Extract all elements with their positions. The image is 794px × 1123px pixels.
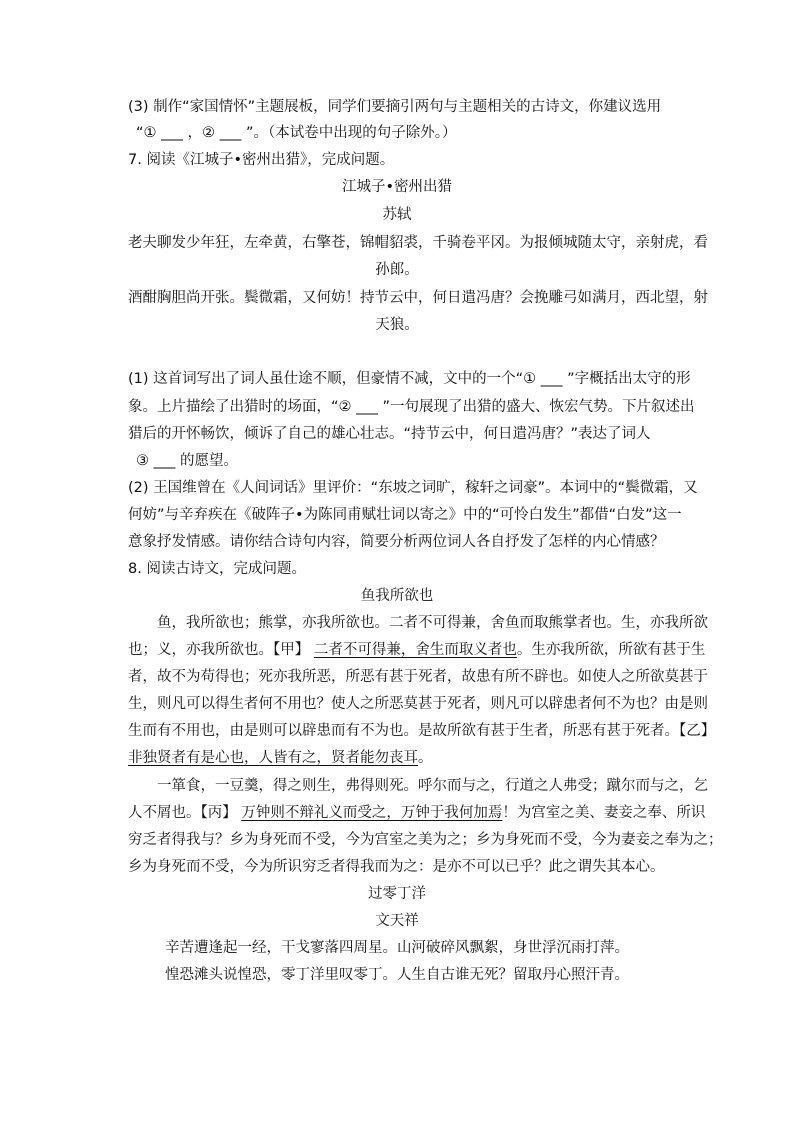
q8-text-line10: 乡为身死而不受，今为所识穷乏者得我而为之：是亦不可以已乎？此之谓失其本心。 [128, 859, 665, 875]
q8-text-line8-b: ！为宫室之美、妻妾之奉、所识 [502, 805, 706, 821]
q7-q1-line2: 象。上片描绘了出猎时的场面，“② ___ ”一句展现了出猎的盛大、恢宏气势。下片叙述出 [128, 399, 695, 415]
q8-text-line1: 鱼，我所欲也；熊掌，亦我所欲也。二者不可得兼，舍鱼而取熊掌者也。生，亦我所欲 [157, 615, 708, 631]
q7-q2-line2: 何妨”与辛弃疾在《破阵子•为陈同甫赋壮词以寄之》中的“可怜白发生”都借“白发”这一 [128, 507, 682, 523]
q8-underlined-bing: 万钟则不辩礼义而受之，万钟于我何加焉 [241, 805, 503, 821]
q8-text-line9: 穷乏者得我与？乡为身死而不受，今为宫室之美为之；乡为身死而不受，今为妻妾之奉为之； [128, 832, 723, 848]
q8-text-line6 [128, 748, 433, 768]
q7-poem-line2: 孙郎。 [375, 262, 419, 278]
q7-heading: 7. 阅读《江城子•密州出猎》，完成问题。 [128, 152, 395, 168]
q8-text-line5: 生而有不用也，由是则可以辟患而有不为也。是故所欲有甚于生者，所恶有甚于死者。【乙】 [128, 723, 716, 739]
q8-underlined-jia: 二者不可得兼，舍生而取义者也 [313, 642, 517, 658]
q8-text-line2-b: 。生亦我所欲，所欲有甚于生 [516, 642, 706, 658]
q6-part3-line2: “① ___ ，② ___ ”。（本试卷中出现的句子除外。） [136, 125, 457, 141]
q7-poem-line4: 天狼。 [375, 317, 419, 333]
q8-text-line2-a: 也；义，亦我所欲也。【甲】 [128, 642, 314, 658]
q8-heading: 8. 阅读古诗文，完成问题。 [128, 561, 306, 577]
q8-poem2-line1: 辛苦遭逢起一经，干戈寥落四周星。山河破碎风飘絮，身世浮沉雨打萍。 [165, 940, 629, 956]
q8-text-line4: 生，则凡可以得生者何不用也？使人之所恶莫甚于死者，则凡可以辟患者何不为也？由是则 [128, 696, 708, 712]
q7-poem-title: 江城子•密州出猎 [341, 179, 453, 195]
q8-underlined-yi: 非独贤者有是心也，人皆有之，贤者能勿丧耳 [128, 750, 418, 766]
q6-part3-line1: (3) 制作“家国情怀”主题展板，同学们要摘引两句与主题相关的古诗文，你建议选用 [128, 99, 662, 115]
q8-text-line6-b: 。 [418, 750, 433, 766]
q7-poem-line3: 酒酣胸胆尚开张。鬓微霜，又何妨！持节云中，何日遣冯唐？会挽雕弓如满月，西北望，射 [128, 290, 708, 306]
q8-text-line8 [128, 803, 705, 823]
q7-q1-line3: 猎后的开怀畅饮，倾诉了自己的雄心壮志。“持节云中，何日遣冯唐？”表达了词人 [128, 426, 651, 442]
q8-poem2-title: 过零丁洋 [368, 886, 426, 902]
q7-poem-line1: 老夫聊发少年狂，左牵黄，右擎苍，锦帽貂裘，千骑卷平冈。为报倾城随太守，亲射虎，看 [128, 235, 708, 251]
q8-text-line3: 者，故不为苟得也；死亦我所恶，所恶有甚于死者，故患有所不辟也。如使人之所欲莫甚于 [128, 669, 708, 685]
q7-q2-line3: 意象抒发情感。请你结合诗句内容，简要分析两位词人各自抒发了怎样的内心情感？ [128, 534, 665, 550]
q8-text-line7: 一箪食，一豆羹，得之则生，弗得则死。呼尔而与之，行道之人弗受；蹴尔而与之，乞 [157, 778, 708, 794]
q8-text-title: 鱼我所欲也 [360, 588, 434, 604]
q7-q1-line1: (1) 这首词写出了词人虽仕途不顺，但豪情不减，文中的一个“① ___ ”字概括出太守的形 [128, 371, 691, 387]
q8-poem2-author: 文天祥 [375, 913, 419, 929]
q7-poem-author: 苏轼 [382, 207, 412, 223]
q8-text-line8-a: 人不屑也。【丙】 [128, 805, 242, 821]
q8-text-line2 [128, 640, 705, 660]
q8-poem2-line2: 惶恐滩头说惶恐，零丁洋里叹零丁。人生自古谁无死？留取丹心照汗青。 [165, 967, 629, 983]
q7-q2-line1: (2) 王国维曾在《人间词话》里评价：“东坡之词旷，稼轩之词豪”。本词中的“鬓微霜，又 [128, 480, 698, 496]
q7-q1-line4: ③ ___ 的愿望。 [136, 453, 238, 469]
